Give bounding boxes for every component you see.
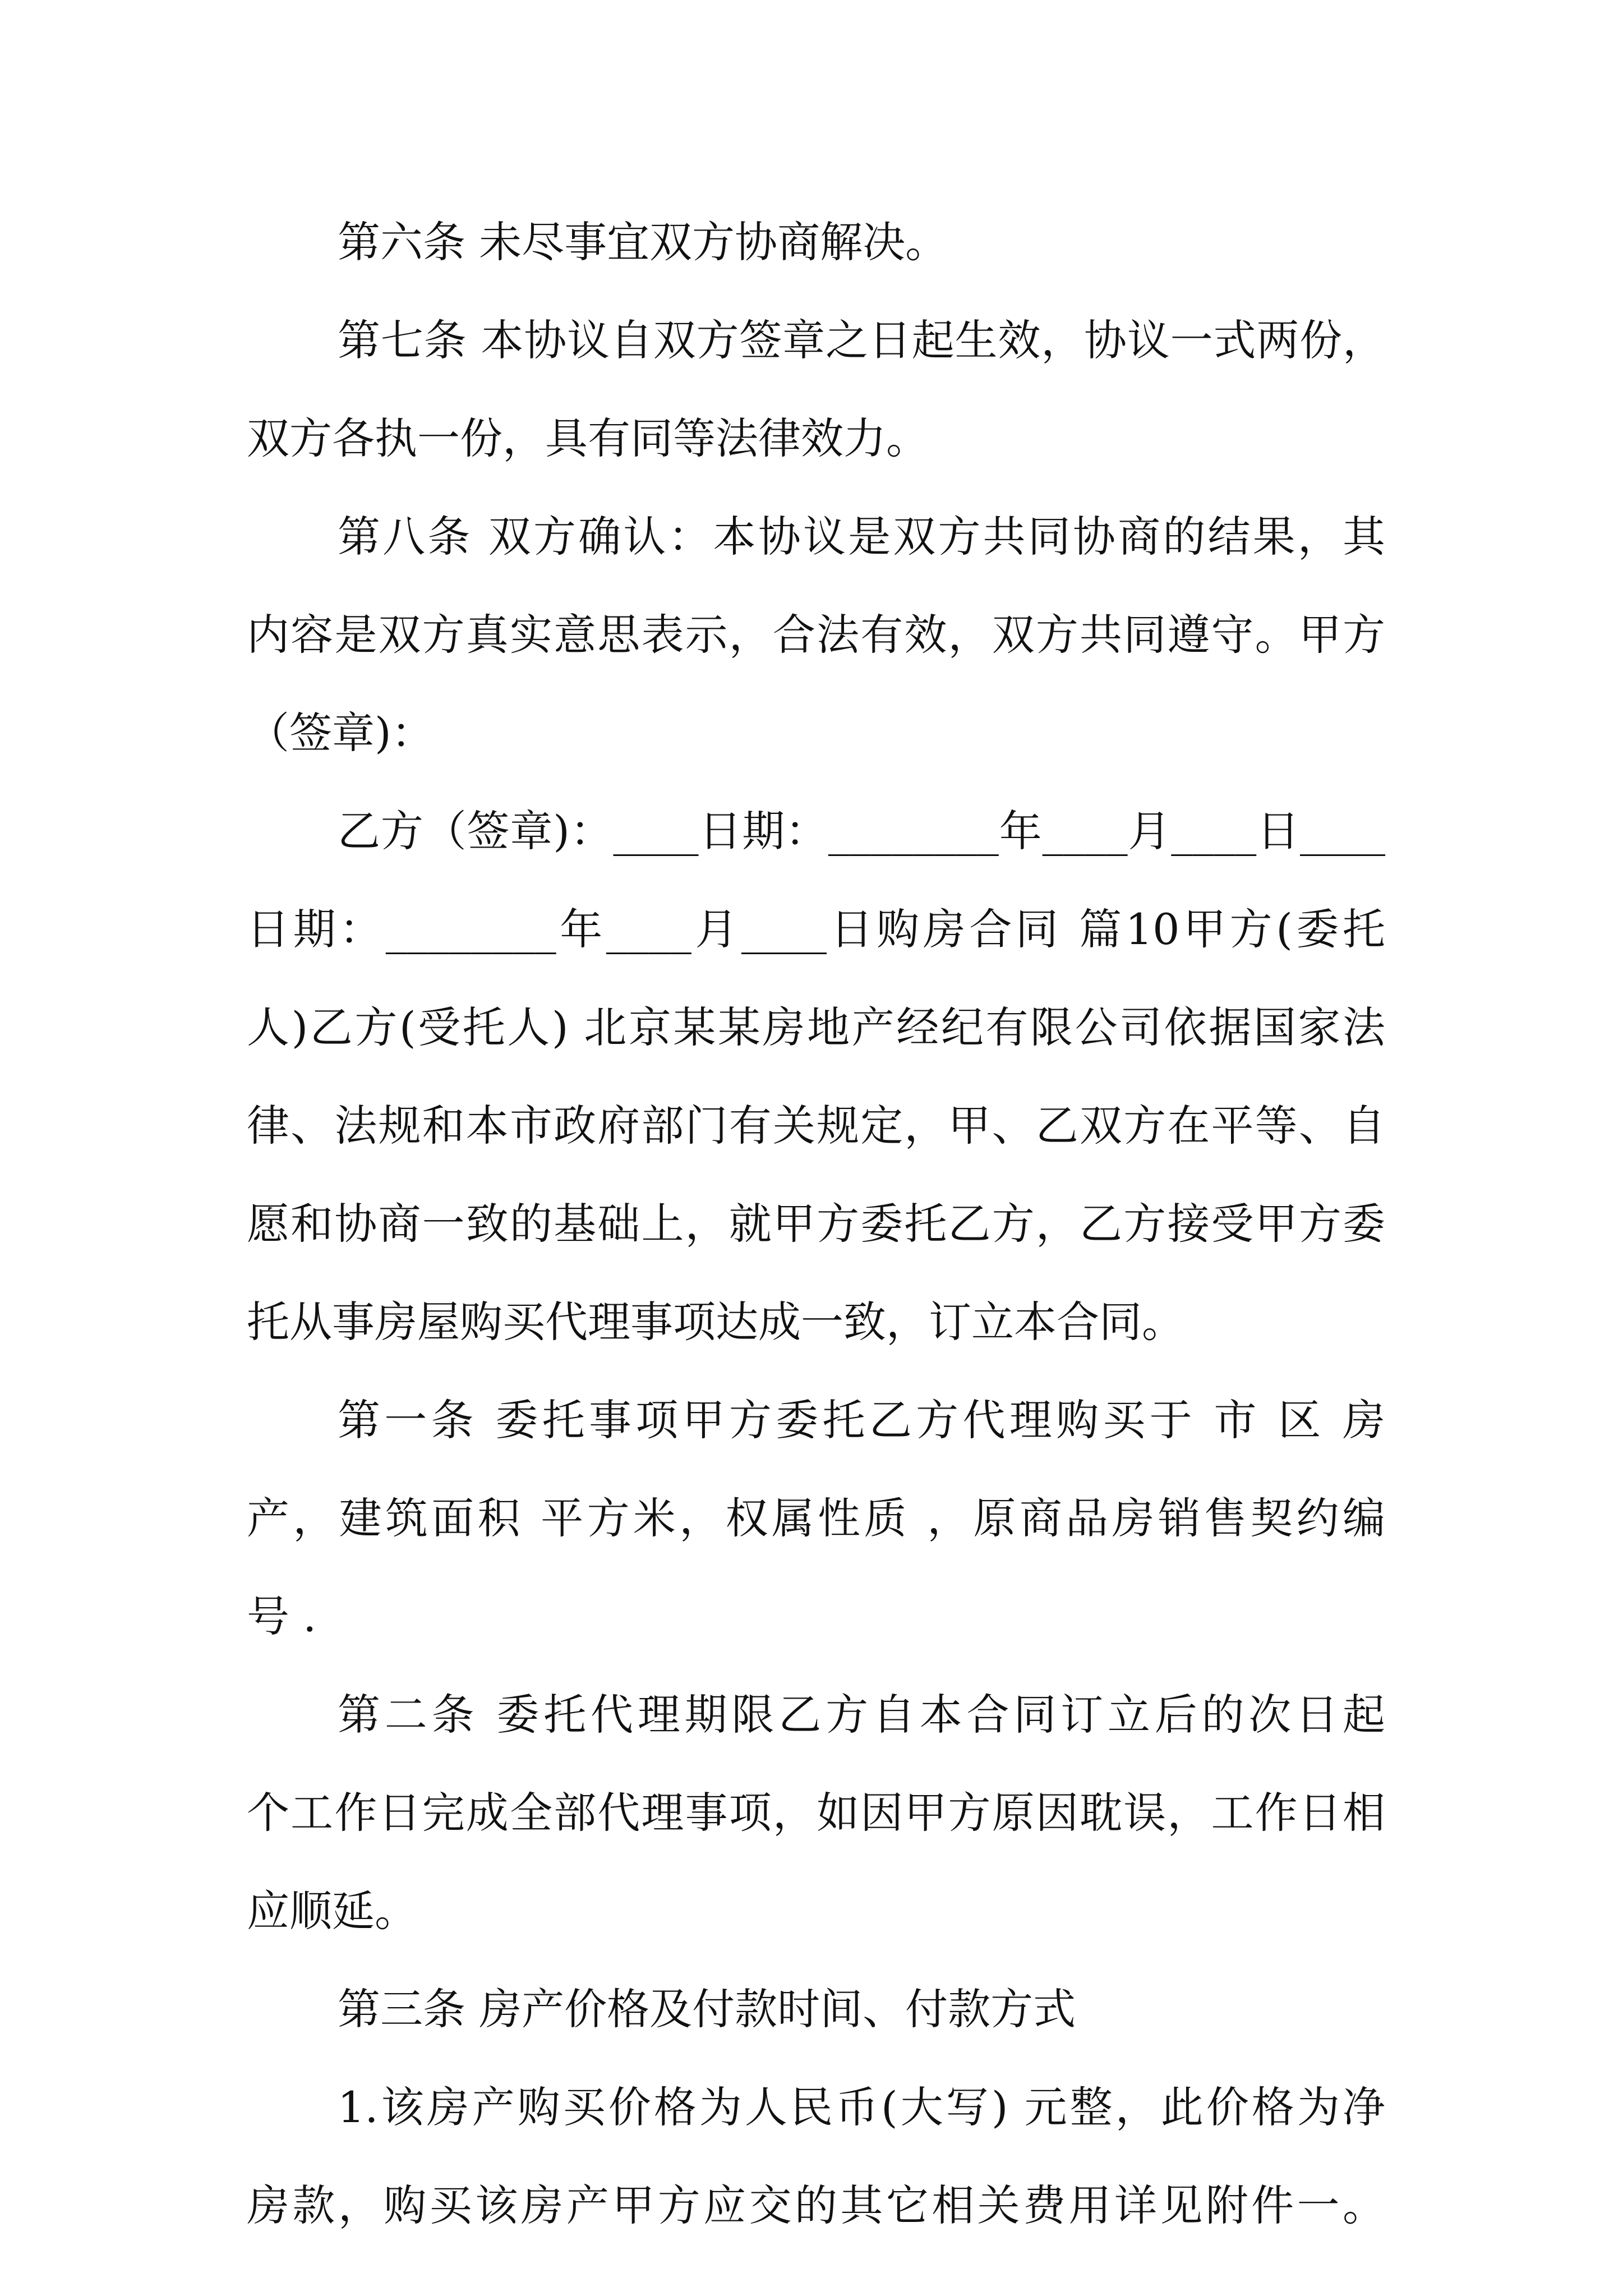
text-line: 第二条 委托代理期限乙方自本合同订立后的次日起: [338, 1690, 1385, 1740]
text-line: 第六条 未尽事宜双方协商解决。: [338, 217, 948, 267]
text-line: 日期：________年____月____日购房合同 篇10甲方(委托: [247, 904, 1385, 954]
text-line: 内容是双方真实意思表示，合法有效，双方共同遵守。甲方: [247, 610, 1385, 660]
text-line: 应顺延。: [247, 1886, 417, 1936]
text-line: 第七条 本协议自双方签章之日起生效，协议一式两份，: [338, 315, 1385, 365]
text-line: 托从事房屋购买代理事项达成一致，订立本合同。: [247, 1297, 1184, 1347]
text-line: 人)乙方(受托人) 北京某某房地产经纪有限公司依据国家法: [247, 1002, 1385, 1052]
text-line: 律、法规和本市政府部门有关规定，甲、乙双方在平等、自: [247, 1101, 1385, 1151]
text-line: 乙方（签章)：____日期：________年____月____日____: [338, 806, 1385, 856]
text-line: 第一条 委托事项甲方委托乙方代理购买于 市 区 房: [338, 1395, 1385, 1445]
text-line: 个工作日完成全部代理事项，如因甲方原因耽误，工作日相: [247, 1788, 1385, 1838]
text-line: 号 .: [247, 1591, 317, 1641]
text-line: 第三条 房产价格及付款时间、付款方式: [338, 1984, 1076, 2034]
text-line: 1.该房产购买价格为人民币(大写) 元整，此价格为净: [338, 2082, 1385, 2132]
text-line: 产，建筑面积 平方米，权属性质 ，原商品房销售契约编: [247, 1493, 1385, 1543]
text-line: 双方各执一份，具有同等法律效力。: [247, 413, 929, 463]
text-line: （签章)：: [247, 708, 434, 758]
text-line: 愿和协商一致的基础上，就甲方委托乙方，乙方接受甲方委: [247, 1199, 1385, 1249]
text-line: 第八条 双方确认：本协议是双方共同协商的结果，其: [338, 512, 1385, 562]
text-line: 房款，购买该房产甲方应交的其它相关费用详见附件一。: [247, 2180, 1385, 2230]
